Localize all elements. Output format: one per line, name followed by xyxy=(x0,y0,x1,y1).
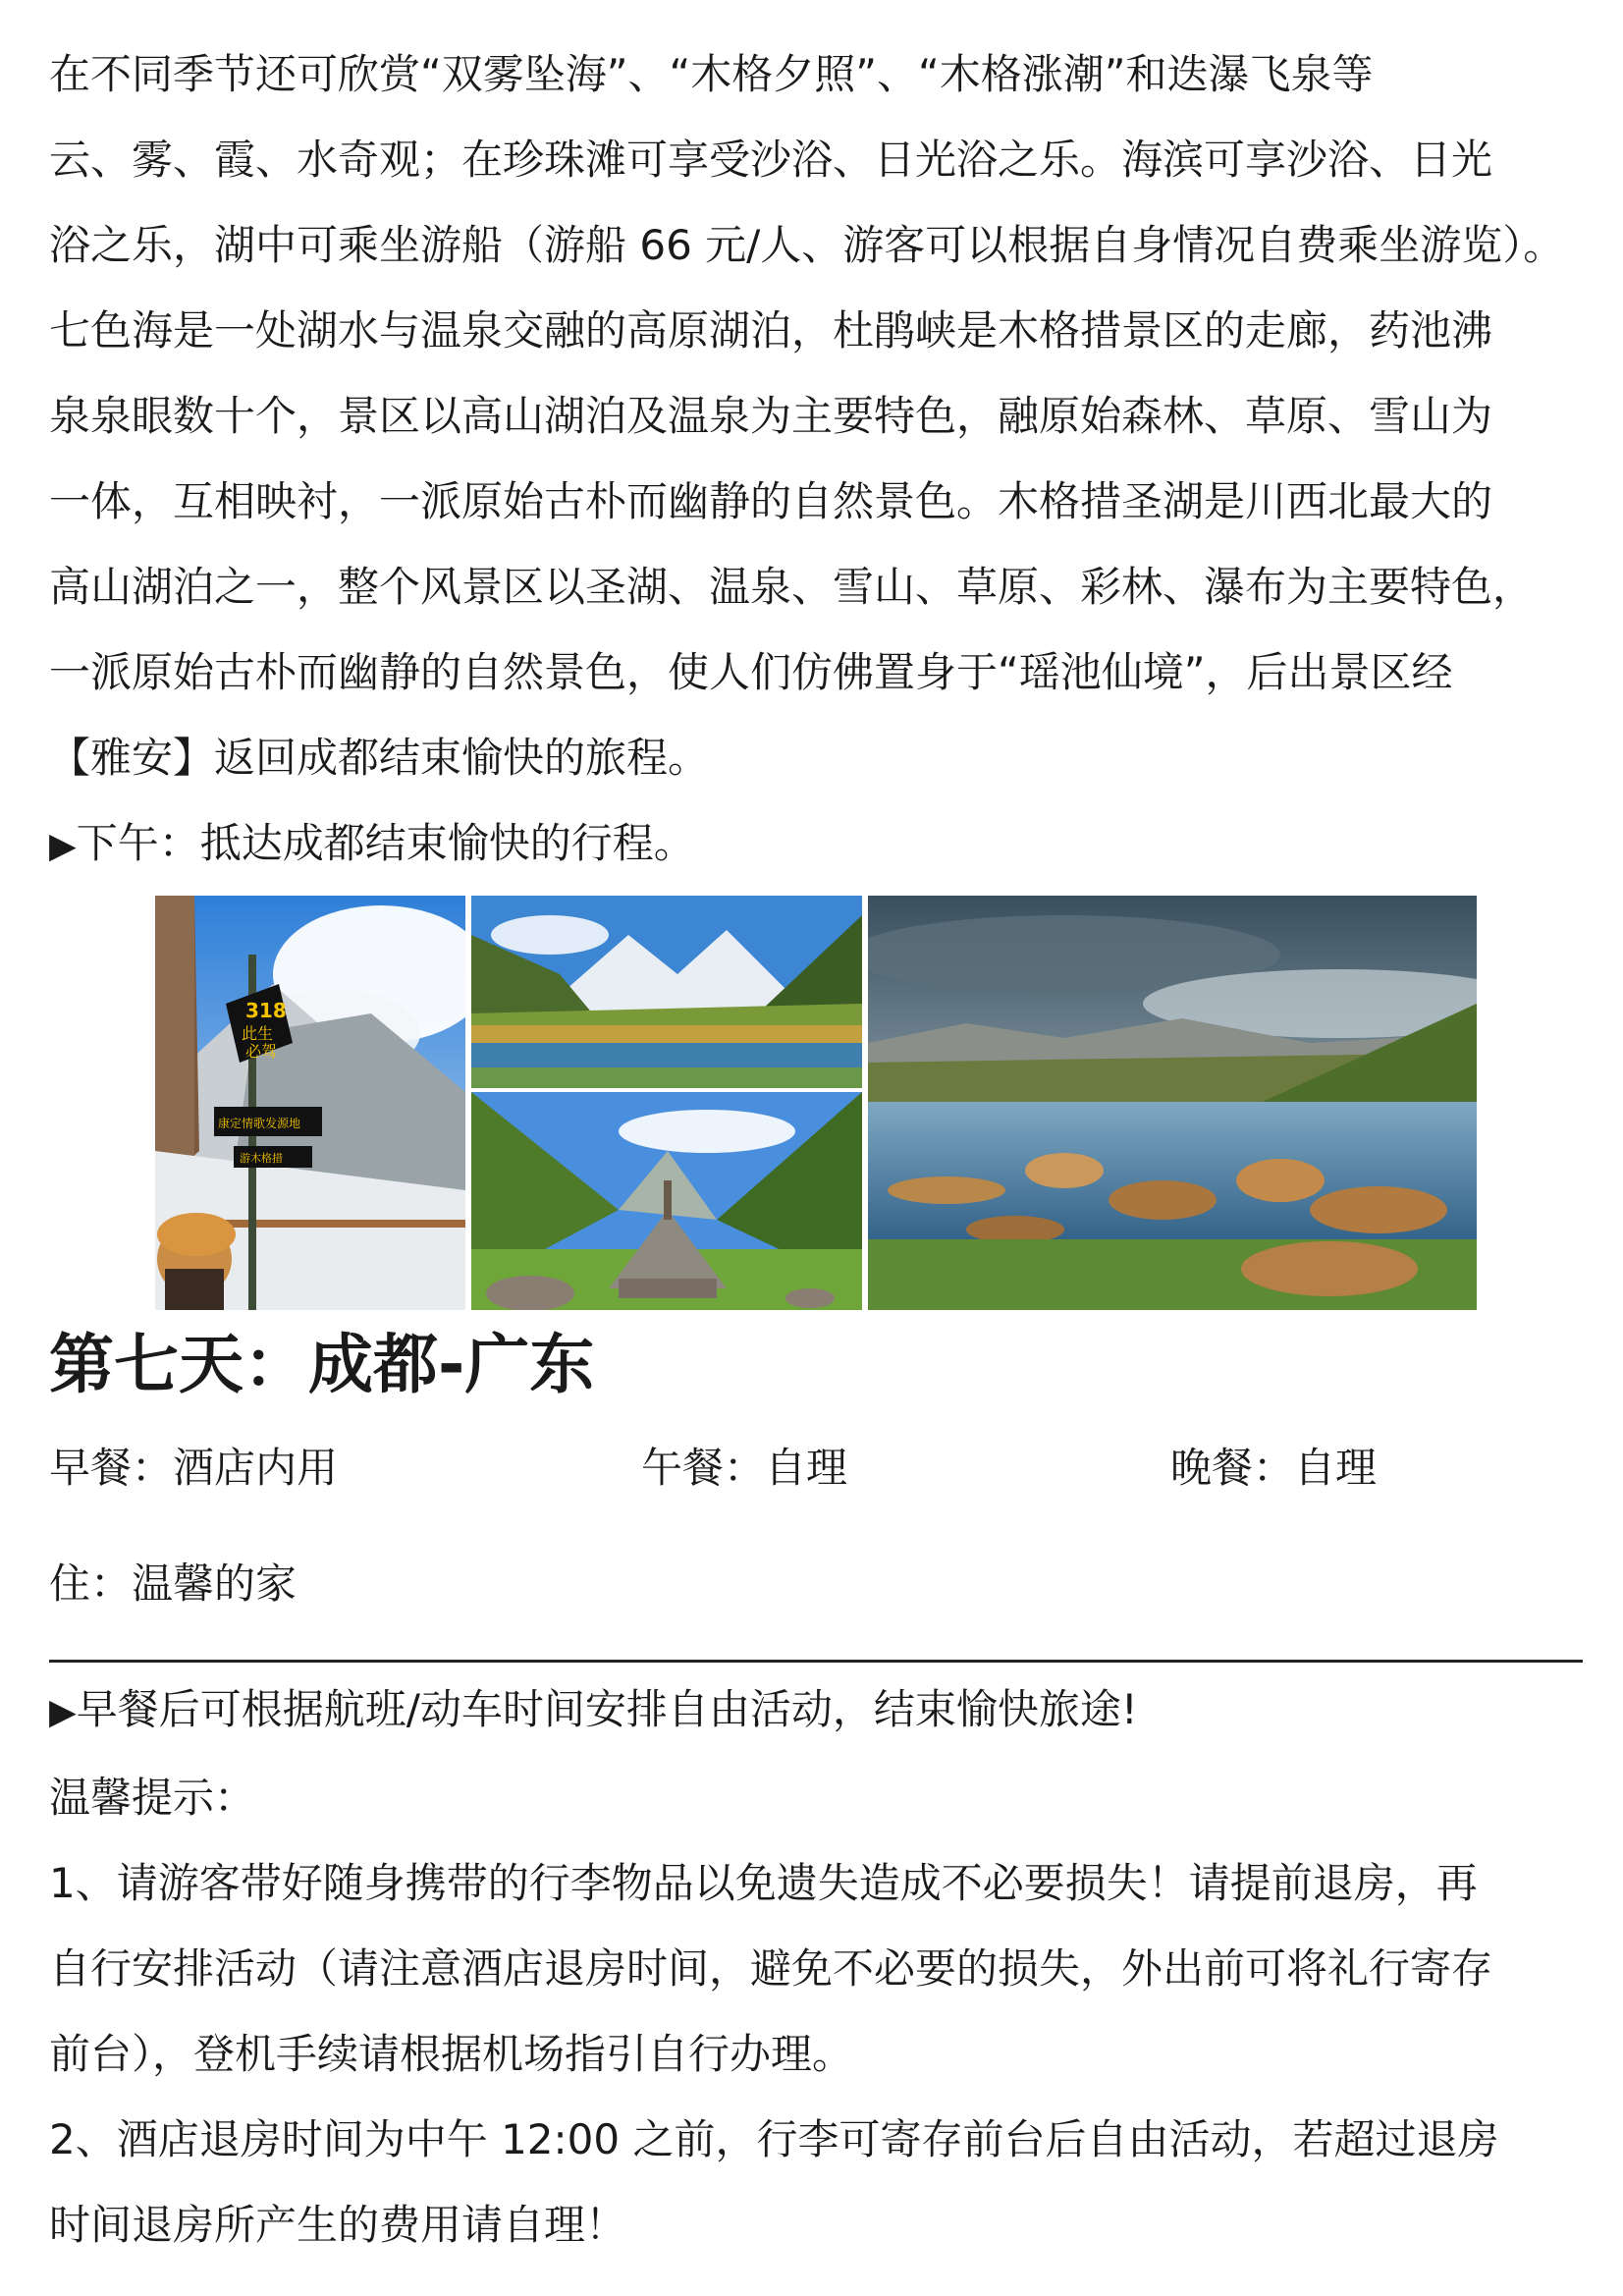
triangle-marker-icon: ▶ xyxy=(49,1692,77,1732)
afternoon-line xyxy=(49,800,1583,889)
afternoon-text: 下午：抵达成都结束愉快的行程。 xyxy=(76,819,695,867)
text-line: 七色海是一处湖水与温泉交融的高原湖泊，杜鹃峡是木格措景区的走廊，药池沸 xyxy=(49,306,1493,355)
tip-line: 前台），登机手续请根据机场指引自行办理。 xyxy=(49,2030,854,2078)
tip-line: 1、请游客带好随身携带的行李物品以免遗失造成不必要损失！请提前退房，再 xyxy=(49,1859,1478,1907)
text-line: 云、雾、霞、水奇观；在珍珠滩可享受沙浴、日光浴之乐。海滨可享沙浴、日光 xyxy=(49,136,1493,184)
day7-title: 第七天：成都-广东 xyxy=(49,1327,595,1402)
sign-line-2: 此生 xyxy=(242,1024,274,1043)
text-line: 高山湖泊之一，整个风景区以圣湖、温泉、雪山、草原、彩林、瀑布为主要特色， xyxy=(49,563,1535,611)
sign-board-2: 游木格措 xyxy=(240,1152,283,1165)
text-line: 泉泉眼数十个，景区以高山湖泊及温泉为主要特色，融原始森林、草原、雪山为 xyxy=(49,392,1493,440)
sign-number: 318 xyxy=(245,999,287,1022)
snow-sign-image xyxy=(155,896,465,1310)
photo-snow-road-sign xyxy=(155,896,465,1310)
triangle-marker-icon: ▶ xyxy=(49,826,77,866)
alpine-lake-image xyxy=(471,896,862,1088)
schedule-line xyxy=(49,1667,1583,1755)
text-line: 浴之乐，湖中可乘坐游船（游船 66 元/人、游客可以根据自身情况自费乘坐游览）。 xyxy=(49,221,1565,269)
sign-line-3: 必驾 xyxy=(245,1042,278,1061)
divider-line xyxy=(49,1660,1583,1663)
sign-board-1: 康定情歌发源地 xyxy=(218,1117,301,1130)
schedule-text: 早餐后可根据航班/动车时间安排自由活动，结束愉快旅途! xyxy=(76,1685,1138,1733)
text-line: 【雅安】返回成都结束愉快的旅程。 xyxy=(49,734,710,782)
tip-line: 自行安排活动（请注意酒店退房时间，避免不必要的损失，外出前可将礼行寄存 xyxy=(49,1944,1493,1993)
text-line: 在不同季节还可欣赏“双雾坠海”、“木格夕照”、“木格涨潮”和迭瀑飞泉等 xyxy=(49,50,1374,98)
breakfast-info: 早餐：酒店内用 xyxy=(49,1444,339,1492)
dinner-info: 晚餐：自理 xyxy=(1170,1444,1378,1492)
stupa-valley-image xyxy=(471,1092,862,1310)
notes-section xyxy=(49,1667,1583,2268)
rocky-lake-image xyxy=(868,896,1477,1310)
photo-stupa-valley xyxy=(471,1092,862,1310)
photo-collage xyxy=(155,896,1477,1310)
accommodation-info: 住：温馨的家 xyxy=(49,1559,298,1608)
lunch-info: 午餐：自理 xyxy=(641,1444,848,1492)
tip-line: 时间退房所产生的费用请自理！ xyxy=(49,2201,627,2249)
photo-alpine-lake xyxy=(471,896,862,1088)
text-line: 一体，互相映衬，一派原始古朴而幽静的自然景色。木格措圣湖是川西北最大的 xyxy=(49,477,1493,525)
photo-rocky-lake xyxy=(868,896,1477,1310)
intro-paragraph xyxy=(49,31,1583,889)
tip-line: 2、酒店退房时间为中午 12:00 之前，行李可寄存前台后自由活动，若超过退房 xyxy=(49,2115,1499,2163)
tips-title: 温馨提示： xyxy=(49,1774,256,1822)
text-line: 一派原始古朴而幽静的自然景色，使人们仿佛置身于“瑶池仙境”，后出景区经 xyxy=(49,648,1453,696)
